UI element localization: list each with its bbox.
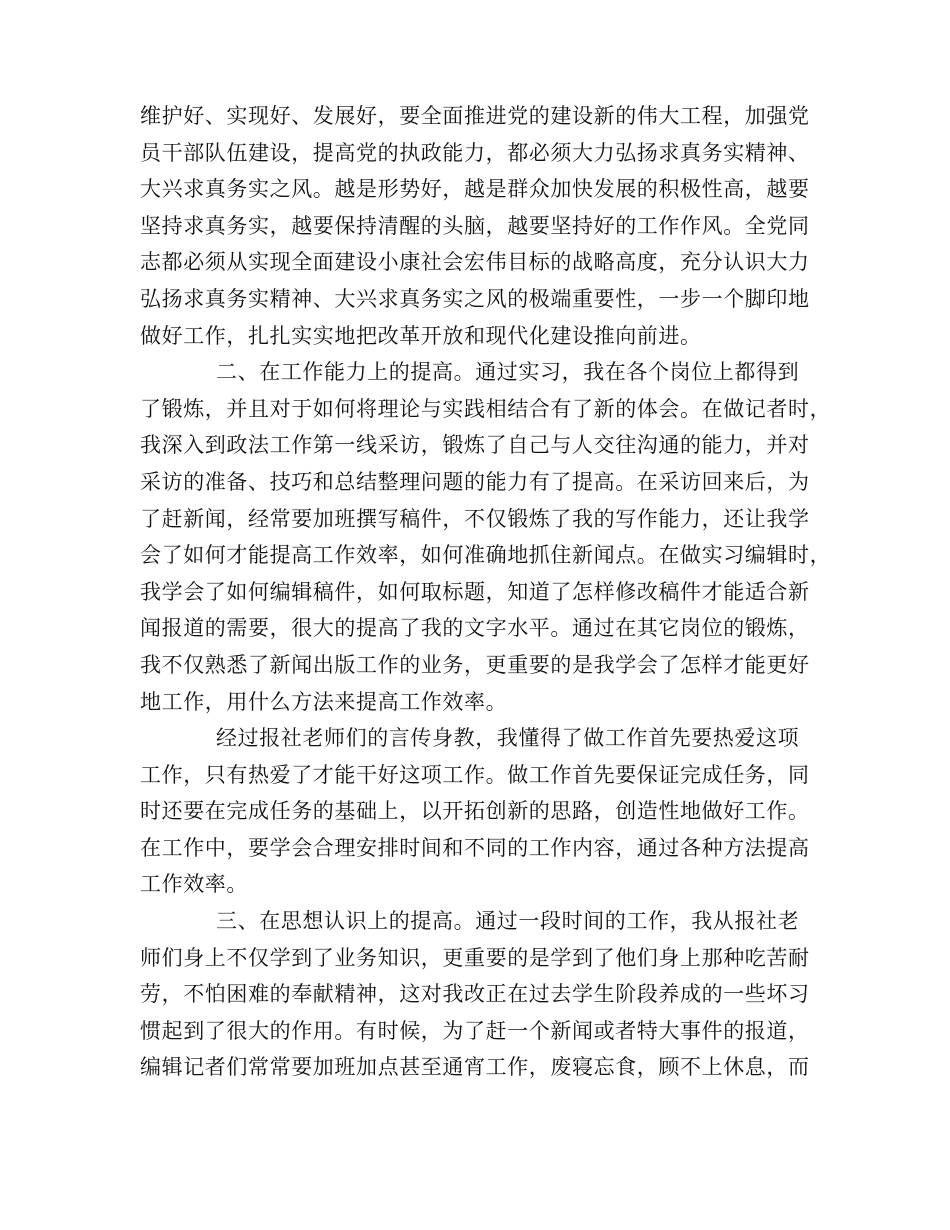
- text-line: 工作效率。: [140, 872, 248, 897]
- paragraph-1: [140, 98, 822, 354]
- text-line: 维护好、实现好、发展好，要全面推进党的建设新的伟大工程，加强党: [140, 104, 810, 128]
- text-line: 采访的准备、技巧和总结整理问题的能力有了提高。在采访回来后，为: [140, 469, 810, 494]
- text-line: 师们身上不仅学到了业务知识，更重要的是学到了他们身上那种吃苦耐: [140, 945, 810, 970]
- text-line-indented: 三、在思想认识上的提高。通过一段时间的工作，我从报社老: [216, 909, 800, 934]
- text-line-indented: 经过报社老师们的言传身教，我懂得了做工作首先要热爱这项: [216, 726, 800, 751]
- text-line: 地工作，用什么方法来提高工作效率。: [140, 689, 508, 714]
- text-line: 时还要在完成任务的基础上，以开拓创新的思路，创造性地做好工作。: [140, 799, 810, 824]
- text-line: 我深入到政法工作第一线采访，锻炼了自己与人交往沟通的能力，并对: [140, 433, 810, 458]
- text-line: 闻报道的需要，很大的提高了我的文字水平。通过在其它岗位的锻炼，: [140, 616, 810, 641]
- paragraph-4: [140, 903, 822, 1086]
- text-line: 做好工作，扎扎实实地把改革开放和现代化建设推向前进。: [140, 323, 702, 348]
- text-line: 大兴求真务实之风。越是形势好，越是群众加快发展的积极性高，越要: [140, 177, 810, 202]
- text-line: 了锻炼，并且对于如何将理论与实践相结合有了新的体会。在做记者时，: [140, 396, 832, 421]
- text-line: 在工作中，要学会合理安排时间和不同的工作内容，通过各种方法提高: [140, 835, 810, 860]
- text-line: 会了如何才能提高工作效率，如何准确地抓住新闻点。在做实习编辑时，: [140, 543, 832, 568]
- text-line: 我不仅熟悉了新闻出版工作的业务，更重要的是我学会了怎样才能更好: [140, 652, 810, 677]
- text-line: 工作，只有热爱了才能干好这项工作。做工作首先要保证完成任务，同: [140, 762, 810, 787]
- document-body: [140, 98, 832, 1086]
- text-line: 志都必须从实现全面建设小康社会宏伟目标的战略高度，充分认识大力: [140, 250, 810, 275]
- text-line: 坚持求真务实，越要保持清醒的头脑，越要坚持好的工作作风。全党同: [140, 213, 810, 238]
- text-line: 了赶新闻，经常要加班撰写稿件，不仅锻炼了我的写作能力，还让我学: [140, 506, 810, 531]
- text-line: 编辑记者们常常要加班加点甚至通宵工作，废寝忘食，顾不上休息，而: [140, 1055, 810, 1080]
- text-line: 劳，不怕困难的奉献精神，这对我改正在过去学生阶段养成的一些坏习: [140, 982, 810, 1007]
- text-line-indented: 二、在工作能力上的提高。通过实习，我在各个岗位上都得到: [216, 360, 800, 385]
- text-line: 我学会了如何编辑稿件，如何取标题，知道了怎样修改稿件才能适合新: [140, 579, 810, 604]
- text-line: 惯起到了很大的作用。有时候，为了赶一个新闻或者特大事件的报道，: [140, 1018, 810, 1043]
- paragraph-2: [140, 354, 832, 720]
- text-line: 员干部队伍建设，提高党的执政能力，都必须大力弘扬求真务实精神、: [140, 140, 810, 165]
- text-line: 弘扬求真务实精神、大兴求真务实之风的极端重要性，一步一个脚印地: [140, 286, 810, 311]
- paragraph-3: [140, 720, 822, 903]
